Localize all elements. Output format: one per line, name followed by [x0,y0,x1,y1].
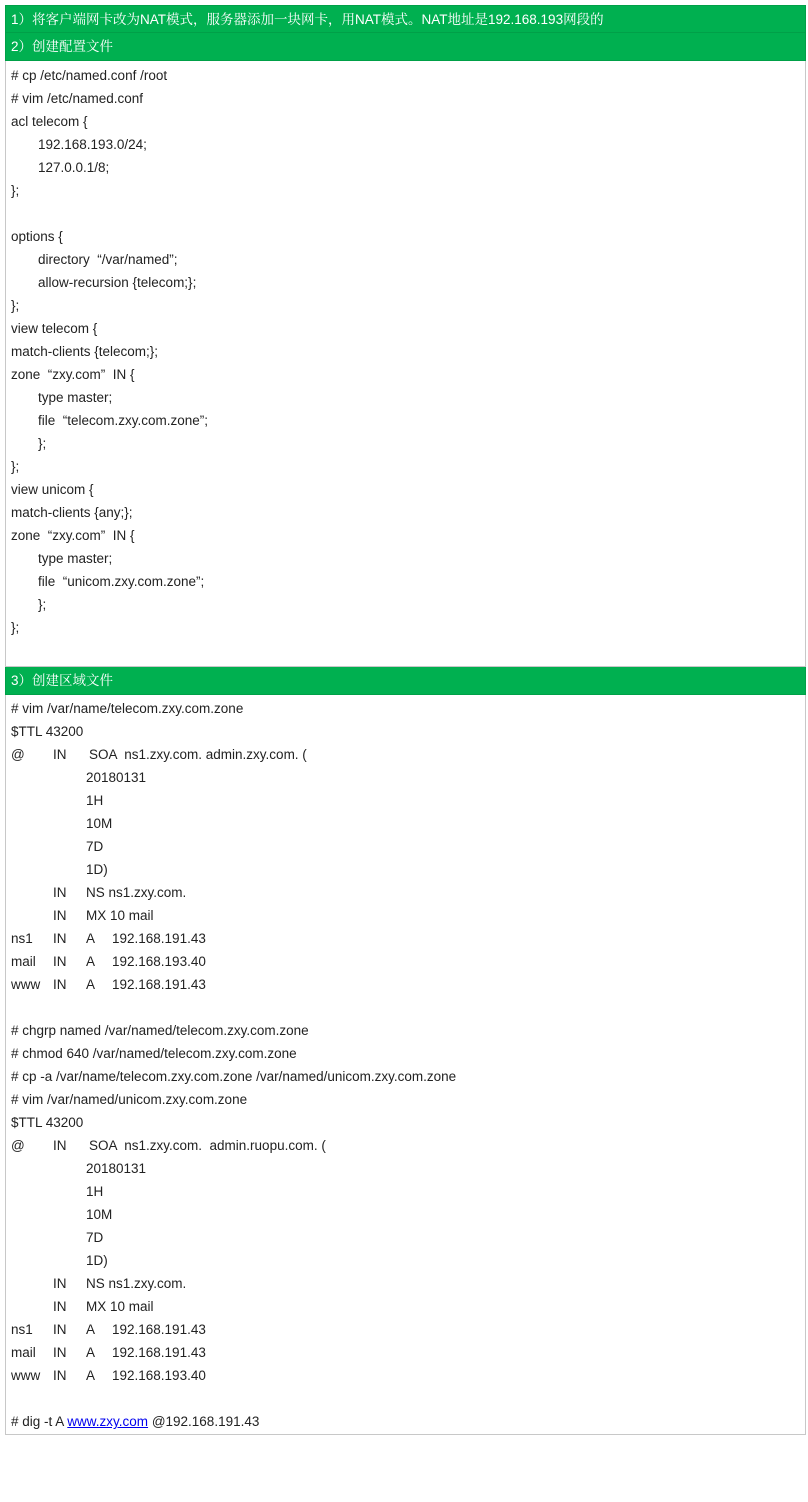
code-line: }; [11,183,20,198]
record-type: A [86,1368,96,1383]
code-line: $TTL 43200 [11,724,84,739]
step-3-header: 3）创建区域文件 [5,667,806,695]
serial-line: 7D [86,1230,104,1245]
dig-suffix: @192.168.191.43 [148,1414,260,1429]
code-line: options { [11,229,63,244]
record-name: mail [11,1345,36,1360]
record-ip: 192.168.191.43 [112,931,206,946]
soa-class: IN [53,747,67,762]
record-ip: 192.168.193.40 [112,1368,206,1383]
code-line: # vim /var/name/telecom.zxy.com.zone [11,701,244,716]
mx-class: IN [53,908,67,923]
dig-command-line [6,1410,805,1433]
code-line: }; [11,620,20,635]
record-line [6,973,805,996]
soa-text: SOA ns1.zxy.com. admin.ruopu.com. ( [89,1138,326,1153]
mx-class: IN [53,1299,67,1314]
ns-class: IN [53,1276,67,1291]
mx-text: MX 10 mail [86,1299,154,1314]
soa-line [6,1134,805,1157]
mx-line [6,904,805,927]
code-line: file “unicom.zxy.com.zone”; [38,574,205,589]
record-name: www [11,1368,41,1383]
record-name: ns1 [11,931,33,946]
ns-line [6,1272,805,1295]
ns-text: NS ns1.zxy.com. [86,1276,187,1291]
serial-line: 10M [86,1207,113,1222]
record-class: IN [53,1345,67,1360]
mx-text: MX 10 mail [86,908,154,923]
record-class: IN [53,977,67,992]
serial-line: 1D) [86,862,108,877]
blank-line [6,1387,805,1410]
record-class: IN [53,954,67,969]
code-line: allow-recursion {telecom;}; [38,275,197,290]
code-line: # cp -a /var/name/telecom.zxy.com.zone /var/named/unicom.zxy.com.zone [11,1069,457,1084]
code-line: view unicom { [11,482,94,497]
code-line: # chgrp named /var/named/telecom.zxy.com.zone [11,1023,309,1038]
document [5,5,806,1435]
code-line: 127.0.0.1/8; [38,160,110,175]
record-ip: 192.168.191.43 [112,977,206,992]
record-line [6,950,805,973]
code-line: 192.168.193.0/24; [38,137,147,152]
code-line: }; [38,436,47,451]
step-1-header: 1）将客户端网卡改为NAT模式，服务器添加一块网卡，用NAT模式。NAT地址是192.168.193网段的 [5,5,806,33]
blank-line [6,996,805,1019]
record-line [6,1341,805,1364]
serial-line: 20180131 [86,770,147,785]
zone-block [5,695,806,1435]
ns-text: NS ns1.zxy.com. [86,885,187,900]
serial-line: 7D [86,839,104,854]
config-block [5,61,806,667]
blank-line [6,202,805,225]
record-type: A [86,931,96,946]
record-type: A [86,1345,96,1360]
soa-text: SOA ns1.zxy.com. admin.zxy.com. ( [89,747,307,762]
record-class: IN [53,1322,67,1337]
code-line: # vim /etc/named.conf [11,91,144,106]
code-line: type master; [38,551,113,566]
record-ip: 192.168.191.43 [112,1345,206,1360]
dig-prefix: # dig -t A [11,1414,68,1429]
soa-line [6,743,805,766]
record-type: A [86,1322,96,1337]
ns-line [6,881,805,904]
code-line: }; [11,459,20,474]
code-line: type master; [38,390,113,405]
code-line: view telecom { [11,321,98,336]
soa-class: IN [53,1138,67,1153]
code-line: }; [38,597,47,612]
serial-line: 20180131 [86,1161,147,1176]
record-ip: 192.168.193.40 [112,954,206,969]
serial-line: 1D) [86,1253,108,1268]
code-line: zone “zxy.com” IN { [11,367,135,382]
record-line [6,927,805,950]
record-name: www [11,977,41,992]
code-line: # chmod 640 /var/named/telecom.zxy.com.zone [11,1046,297,1061]
record-type: A [86,977,96,992]
code-line: match-clients {any;}; [11,505,133,520]
record-name: ns1 [11,1322,33,1337]
step-2-header: 2）创建配置文件 [5,33,806,61]
ns-class: IN [53,885,67,900]
record-class: IN [53,931,67,946]
soa-at: @ [11,747,25,762]
record-name: mail [11,954,36,969]
soa-at: @ [11,1138,25,1153]
record-line [6,1318,805,1341]
record-ip: 192.168.191.43 [112,1322,206,1337]
serial-line: 1H [86,1184,104,1199]
code-line: directory “/var/named”; [38,252,178,267]
record-line [6,1364,805,1387]
record-class: IN [53,1368,67,1383]
mx-line [6,1295,805,1318]
code-line: # vim /var/named/unicom.zxy.com.zone [11,1092,248,1107]
serial-line: 1H [86,793,104,808]
record-type: A [86,954,96,969]
code-line: $TTL 43200 [11,1115,84,1130]
zxy-link[interactable]: www.zxy.com [67,1414,149,1429]
serial-line: 10M [86,816,113,831]
code-line: match-clients {telecom;}; [11,344,159,359]
code-line: zone “zxy.com” IN { [11,528,135,543]
code-line: }; [11,298,20,313]
code-line: file “telecom.zxy.com.zone”; [38,413,209,428]
code-line: # cp /etc/named.conf /root [11,68,168,83]
code-line: acl telecom { [11,114,88,129]
